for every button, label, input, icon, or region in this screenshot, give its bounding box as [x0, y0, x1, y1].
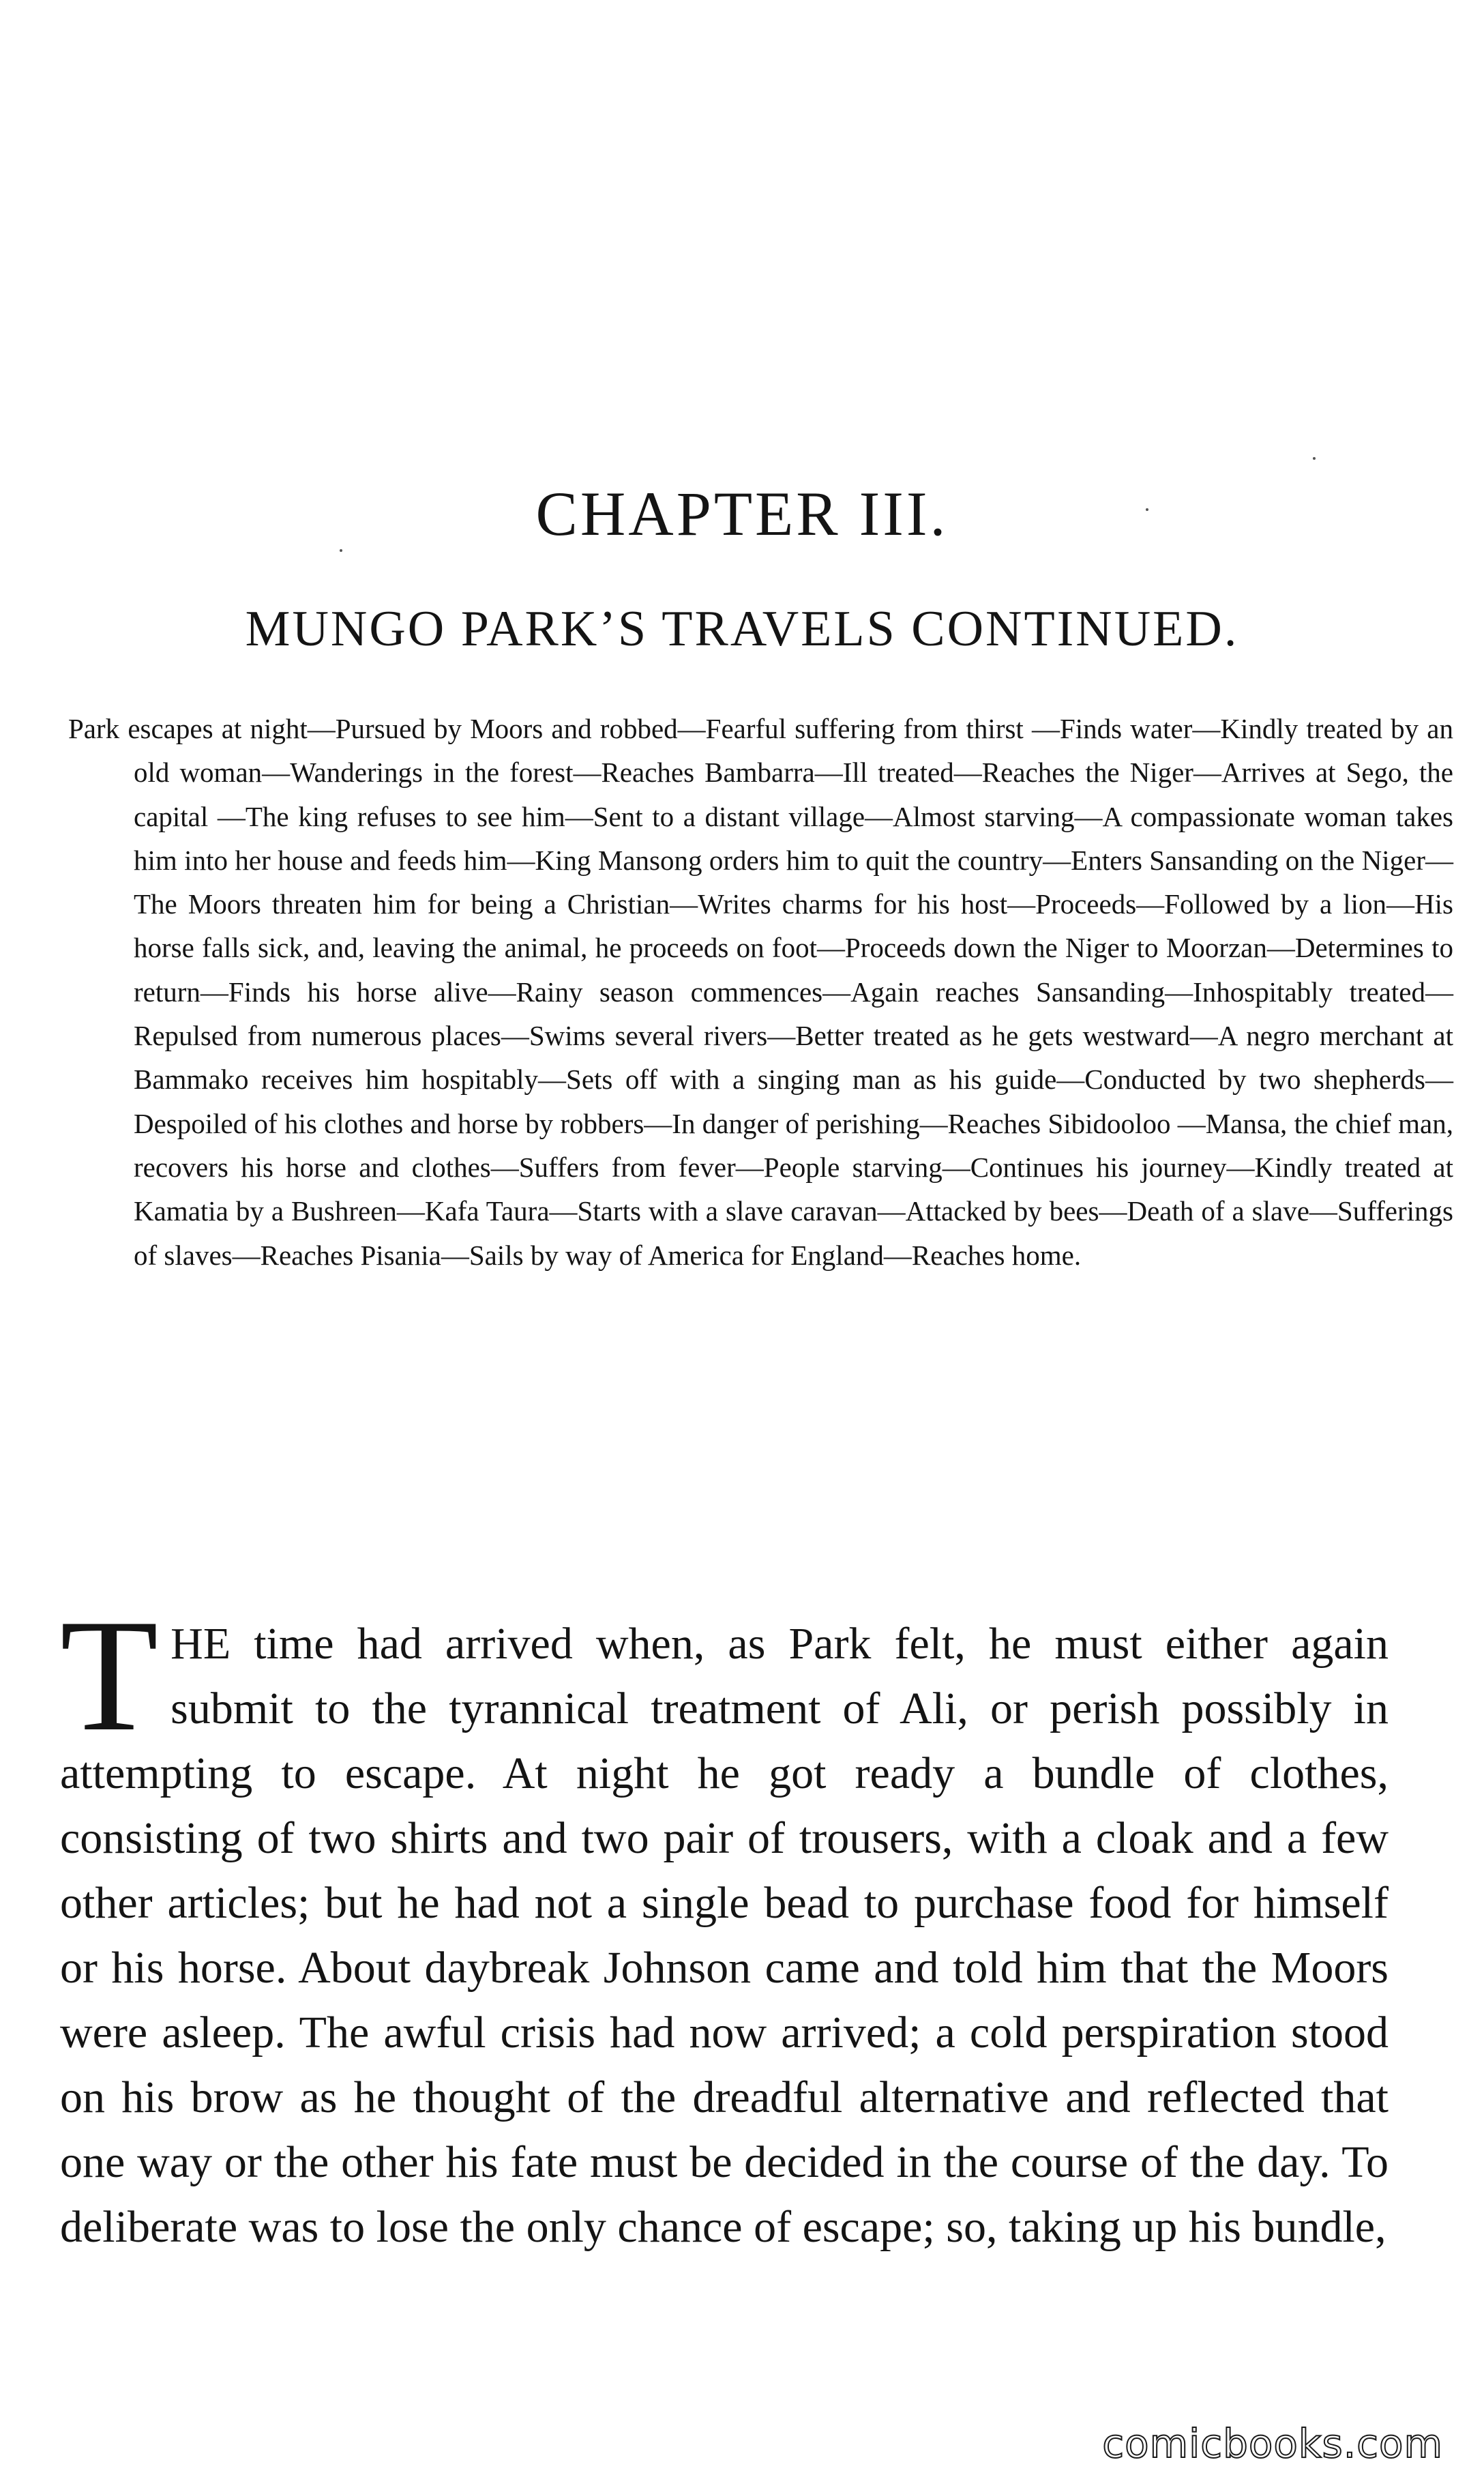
paper-speck: [1313, 457, 1316, 460]
drop-cap: T: [60, 1587, 159, 1765]
chapter-subtitle: MUNGO PARK’S TRAVELS CONTINUED.: [245, 601, 1239, 657]
paper-speck: [340, 549, 342, 552]
chapter-summary: Park escapes at night—Pursued by Moors and robbed—Fearful suffering from thirst —Finds water—Kindly treated by an old woman—Wanderings in the forest—Reaches Bambarra—Ill treated—Reaches the Niger—Arrives at Sego, the capital —The king refuses to see him—Sent to a distant village—Almost starving—A compassionate woman takes him into her house and feeds him—King Mansong orders him to quit the country—Enters Sansanding on the Niger—The Moors threaten him for being a Christian—Writes charms for his host—Proceeds—Followed by a lion—His horse falls sick, and, leaving the animal, he proceeds on foot—Proceeds down the Niger to Moorzan—Determines to return—Finds his horse alive—Rainy season commences—Again reaches Sansanding—Inhospitably treated—Repulsed from numerous places—Swims several rivers—Better treated as he gets westward—A negro merchant at Bammako receives him hospitably—Sets off with a singing man as his guide—Conducted by two shepherds—Despoiled of his clothes and horse by robbers—In danger of perishing—Reaches Sibidooloo —Mansa, the chief man, recovers his horse and clothes—Suffers from fever—People starving—Continues his journey—Kindly treated at Kamatia by a Bushreen—Kafa Taura—Starts with a slave caravan—Attacked by bees—Death of a slave—Sufferings of slaves—Reaches Pisania—Sails by way of America for England—Reaches home.: [68, 713, 1453, 1271]
paper-speck: [1146, 508, 1148, 511]
site-watermark: comicbooks.com: [1102, 2420, 1443, 2467]
body-paragraph-text: HE time had arrived when, as Park felt, he must either again submit to the tyrannical treatment of Ali, or perish possibly in attempting to escape. At night he got ready a bundle of clothes, consisting of two shirts and two pair of trousers, with a cloak and a few other articles; but he had not a single bead to purchase food for himself or his horse. About daybreak Johnson came and told him that the Moors were asleep. The awful crisis had now arrived; a cold perspiration stood on his brow as he thought of the dreadful alternative and reflected that one way or the other his fate must be decided in the course of the day. To deliberate was to lose the only chance of escape; so, taking up his bundle,: [60, 1619, 1389, 2252]
body-paragraph: [60, 1587, 1389, 2259]
chapter-title: CHAPTER III.: [535, 479, 949, 548]
